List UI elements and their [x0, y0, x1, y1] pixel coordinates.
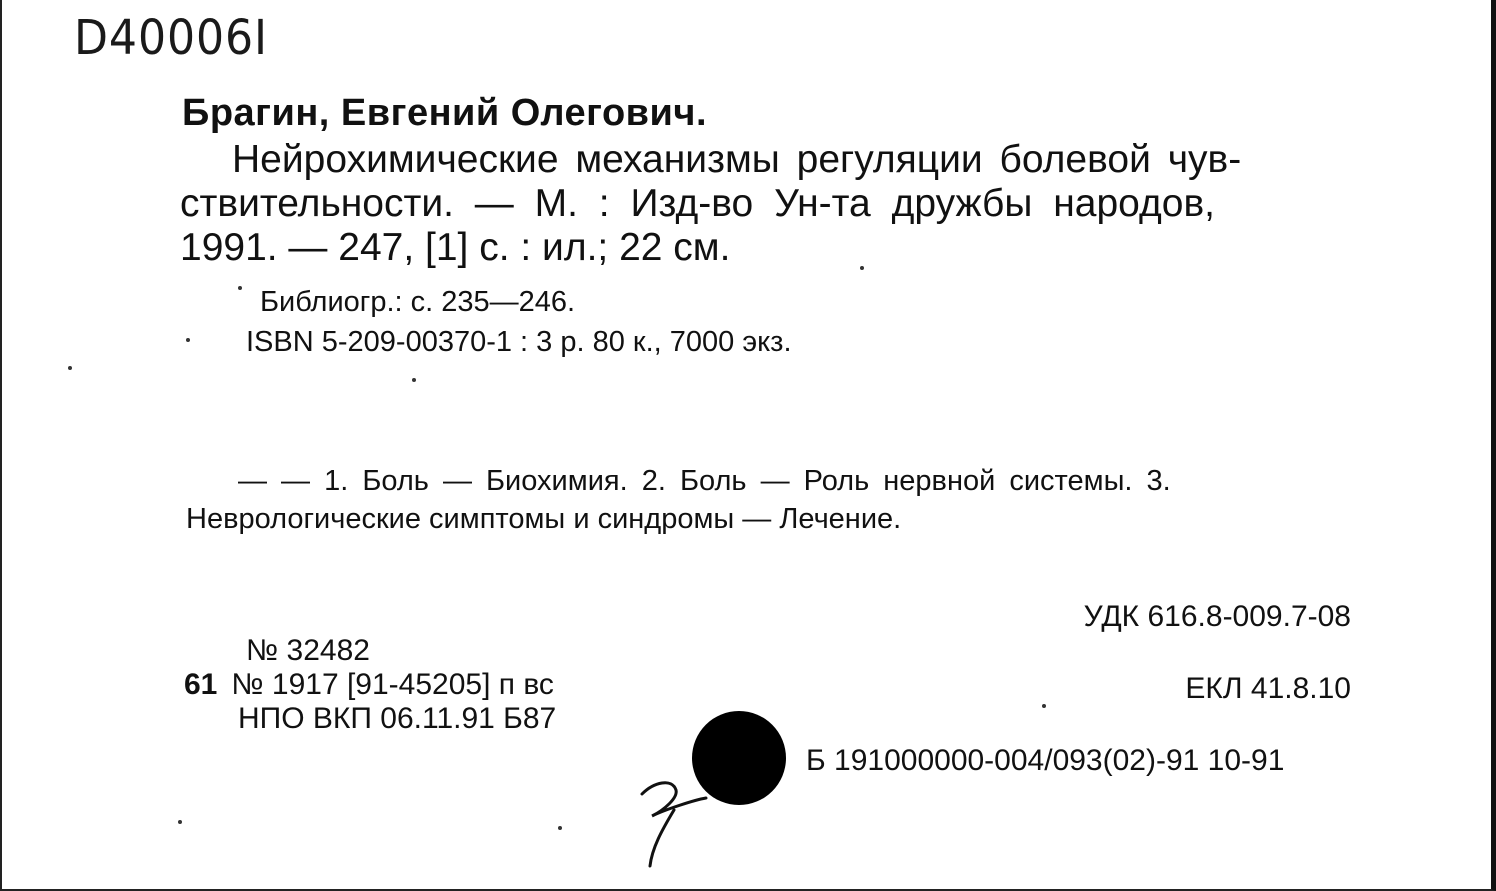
- speck: [558, 826, 562, 830]
- handwritten-card-id: D40006I: [74, 10, 268, 66]
- title-description: [180, 138, 1360, 270]
- speck: [860, 266, 864, 270]
- order-prefix: 61: [184, 668, 218, 701]
- handwritten-mark-icon: [624, 760, 714, 870]
- subject-headings: [186, 462, 1358, 538]
- isbn-line: ISBN 5-209-00370-1 : 3 р. 80 к., 7000 экз.: [246, 326, 792, 358]
- speck: [238, 286, 242, 290]
- author-heading: Брагин, Евгений Олегович.: [182, 92, 708, 134]
- classification-code: Б 191000000-004/093(02)-91 10-91: [806, 744, 1285, 777]
- publisher-line: НПО ВКП 06.11.91 Б87: [238, 702, 557, 735]
- accession-block: [184, 634, 556, 736]
- title-line: Нейрохимические механизмы регуляции болевой чув-: [232, 138, 1242, 181]
- ekl-code: ЕКЛ 41.8.10: [1185, 672, 1351, 705]
- accession-number: № 32482: [246, 634, 370, 667]
- order-text: № 1917 [91-45205] п вс: [231, 668, 554, 701]
- subject-line: — — 1. Боль — Биохимия. 2. Боль — Роль нервной системы. 3.: [238, 465, 1171, 497]
- speck: [186, 338, 190, 342]
- speck: [178, 820, 182, 824]
- order-line: [184, 668, 556, 702]
- bibliography-note: Библиогр.: с. 235—246.: [260, 286, 576, 318]
- notes-block: [246, 282, 792, 362]
- udk-code: УДК 616.8-009.7-08: [1083, 600, 1351, 633]
- subject-line: Неврологические симптомы и синдромы — Лечение.: [186, 503, 902, 535]
- title-line: ствительности. — М. : Изд-во Ун-та дружбы народов,: [180, 182, 1216, 225]
- speck: [412, 378, 416, 382]
- title-line: 1991. — 247, [1] с. : ил.; 22 см.: [180, 226, 731, 269]
- speck: [1042, 704, 1046, 708]
- speck: [68, 366, 72, 370]
